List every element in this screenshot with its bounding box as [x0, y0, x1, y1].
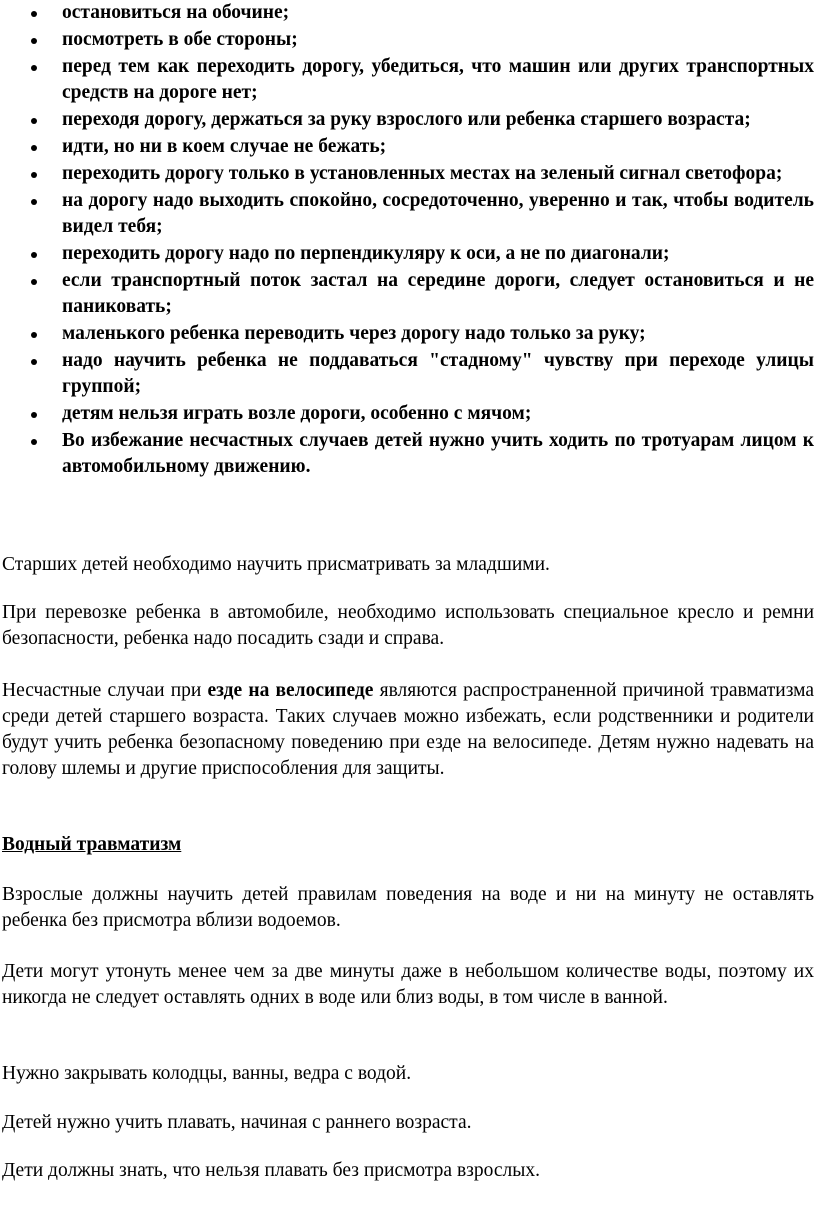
bullet-icon — [31, 359, 37, 365]
bullet-icon — [31, 279, 37, 285]
paragraph-drowning: Дети могут утонуть менее чем за две минуты даже в небольшом количестве воды, поэтому их никогда не следует оставлять одних в воде или близ воды, в том числе в ванной. — [2, 961, 814, 1008]
list-item — [62, 348, 814, 400]
bullet-icon — [31, 439, 37, 445]
list-item — [62, 134, 814, 160]
list-item-text: остановиться на обочине; — [62, 2, 290, 23]
bullet-icon — [31, 252, 37, 258]
bullet-icon — [31, 332, 37, 338]
bullet-icon — [31, 199, 37, 205]
paragraph-bicycle — [2, 678, 814, 782]
list-item — [62, 54, 814, 106]
safety-rules-list — [0, 0, 816, 481]
bullet-icon — [31, 145, 37, 151]
bullet-icon — [31, 38, 37, 44]
list-item — [62, 241, 814, 267]
list-item-text: на дорогу надо выходить спокойно, сосредоточенно, уверенно и так, чтобы водитель видел тебя; — [62, 190, 814, 237]
list-item-text: идти, но ни в коем случае не бежать; — [62, 136, 387, 157]
list-item-text: маленького ребенка переводить через дорогу надо только за руку; — [62, 323, 646, 344]
paragraph-bicycle-end: являются распространенной причиной травматизма среди детей старшего возраста. Таких случаев можно избежать, если родственники и родители будут учить ребенка безопасному поведению при езде на велосипеде. Детям нужно надевать на голову шлемы и другие приспособления для защиты. — [2, 680, 815, 779]
list-item — [62, 321, 814, 347]
list-item — [62, 107, 814, 133]
bullet-icon — [31, 172, 37, 178]
bullet-icon — [31, 11, 37, 17]
list-item — [62, 428, 814, 480]
list-item-text: посмотреть в обе стороны; — [62, 29, 298, 50]
list-item-text: надо научить ребенка не поддаваться "стадному" чувству при переходе улицы группой; — [62, 350, 814, 397]
list-item — [62, 161, 814, 187]
list-item — [62, 0, 814, 26]
list-item-text: если транспортный поток застал на середине дороги, следует остановиться и не паниковать; — [62, 270, 814, 317]
list-item — [62, 27, 814, 53]
list-item-text: переходить дорогу надо по перпендикуляру к оси, а не по диагонали; — [62, 243, 670, 264]
list-item — [62, 401, 814, 427]
paragraph-bicycle-bold: езде на велосипеде — [207, 680, 374, 701]
paragraph-supervision: Дети должны знать, что нельзя плавать без присмотра взрослых. — [2, 1160, 540, 1181]
bullet-icon — [31, 412, 37, 418]
section-heading-water: Водный травматизм — [2, 834, 182, 855]
list-item — [62, 188, 814, 240]
list-item-text: Во избежание несчастных случаев детей нужно учить ходить по тротуарам лицом к автомобильному движению. — [62, 430, 814, 477]
paragraph-water-supervision: Взрослые должны научить детей правилам поведения на воде и ни на минуту не оставлять ребенка без присмотра вблизи водоемов. — [2, 884, 814, 931]
bullet-icon — [31, 118, 37, 124]
list-item-text: переходить дорогу только в установленных местах на зеленый сигнал светофора; — [62, 163, 783, 184]
bullet-icon — [31, 65, 37, 71]
list-item — [62, 268, 814, 320]
list-item-text: переходя дорогу, держаться за руку взрослого или ребенка старшего возраста; — [62, 109, 751, 130]
paragraph-swimming: Детей нужно учить плавать, начиная с раннего возраста. — [2, 1112, 472, 1133]
paragraph-car-seat: При перевозке ребенка в автомобиле, необходимо использовать специальное кресло и ремни безопасности, ребенка надо посадить сзади и справа. — [2, 602, 814, 649]
paragraph-cover-wells: Нужно закрывать колодцы, ванны, ведра с водой. — [2, 1063, 412, 1084]
list-item-text: перед тем как переходить дорогу, убедиться, что машин или других транспортных средств на дороге нет; — [62, 56, 814, 103]
list-item-text: детям нельзя играть возле дороги, особенно с мячом; — [62, 403, 532, 424]
paragraph-older-children: Старших детей необходимо научить присматривать за младшими. — [2, 554, 550, 575]
paragraph-bicycle-start: Несчастные случаи при — [2, 680, 208, 701]
